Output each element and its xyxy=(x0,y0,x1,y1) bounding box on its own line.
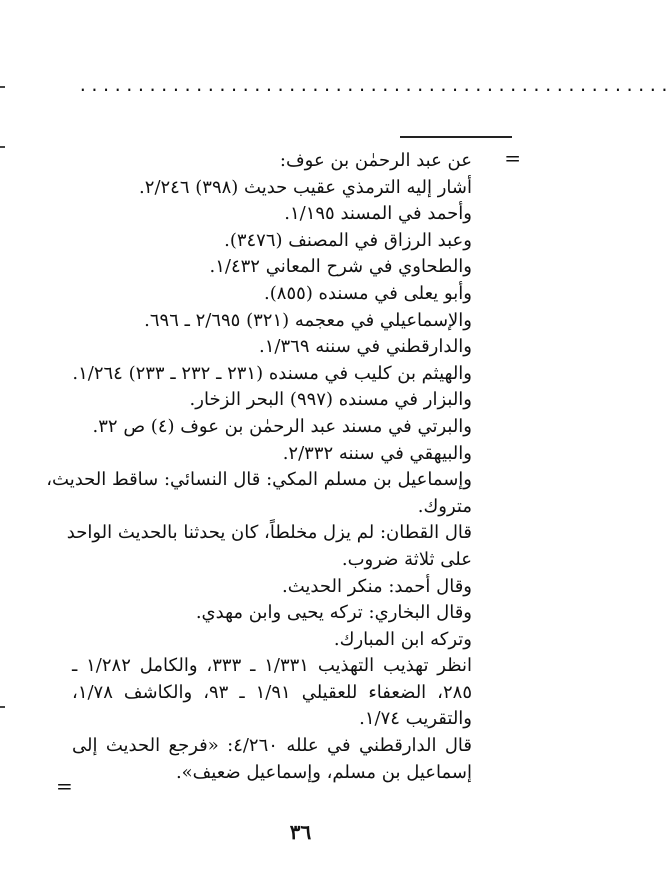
text-line: والطحاوي في شرح المعاني ١/٤٣٢. xyxy=(209,256,472,278)
continuation-mark-bottom: = xyxy=(56,774,73,798)
page-edge-mark xyxy=(0,86,5,88)
text-line: على ثلاثة ضروب. xyxy=(341,548,472,570)
text-line: والبرتي في مسند عبد الرحمٰن بن عوف (٤) ص ٣٢. xyxy=(92,415,472,437)
footnote-rule xyxy=(400,136,512,138)
text-line: ٢٨٥، الضعفاء للعقيلي ١/٩١ ـ ٩٣، والكاشف ١/٧٨، xyxy=(72,681,472,703)
text-line: انظر تهذيب التهذيب ١/٣٣١ ـ ٣٣٣، والكامل ١/٢٨٢ ـ xyxy=(72,655,473,677)
text-line: متروك. xyxy=(417,495,472,517)
text-line: قال القطان: لم يزل مخلطاً، كان يحدثنا بالحديث الواحد xyxy=(66,522,472,544)
page-number: ٣٦ xyxy=(289,820,312,844)
text-line: إسماعيل بن مسلم، وإسماعيل ضعيف». xyxy=(175,761,472,783)
page-edge-mark xyxy=(0,146,5,148)
text-line: قال الدارقطني في علله ٤/٢٦٠: «فرجع الحديث إلى xyxy=(72,735,472,757)
text-line: وقال أحمد: منكر الحديث. xyxy=(282,575,472,597)
text-line: وإسماعيل بن مسلم المكي: قال النسائي: ساقط الحديث، xyxy=(46,469,472,491)
dotted-separator: ................................................... xyxy=(78,76,671,95)
continuation-mark-top: = xyxy=(504,146,521,170)
page-edge-mark xyxy=(0,706,5,708)
text-line: والهيثم بن كليب في مسنده (٢٣١ ـ ٢٣٢ ـ ٢٣٣) ١/٢٦٤. xyxy=(72,362,472,384)
text-line: وتركه ابن المبارك. xyxy=(333,628,472,650)
text-line: والإسماعيلي في معجمه (٣٢١) ٢/٦٩٥ ـ ٦٩٦. xyxy=(144,309,472,331)
text-line: والبيهقي في سننه ٢/٣٣٢. xyxy=(282,442,472,464)
text-line: والدارقطني في سننه ١/٣٦٩. xyxy=(259,336,472,358)
text-line: عن عبد الرحمٰن بن عوف: xyxy=(279,150,472,171)
text-line: وأبو يعلى في مسنده (٨٥٥). xyxy=(264,282,472,304)
text-line: وعبد الرزاق في المصنف (٣٤٧٦). xyxy=(224,229,472,251)
footnote-body xyxy=(46,148,473,786)
text-line: والتقريب ١/٧٤. xyxy=(359,708,472,730)
text-line: والبزار في مسنده (٩٩٧) البحر الزخار. xyxy=(189,389,472,411)
text-line: أشار إليه الترمذي عقيب حديث (٣٩٨) ٢/٢٤٦. xyxy=(139,176,472,198)
text-line: وأحمد في المسند ١/١٩٥. xyxy=(284,203,472,225)
text-line: وقال البخاري: تركه يحيى وابن مهدي. xyxy=(195,602,472,624)
